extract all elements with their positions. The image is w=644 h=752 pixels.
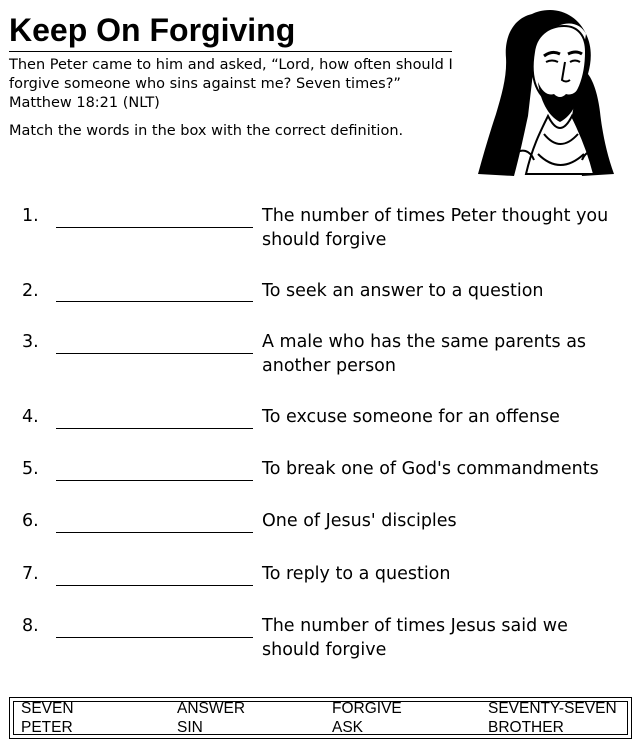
word-bank-item: SEVENTY-SEVEN <box>488 700 617 717</box>
definition-text: To reply to a question <box>262 564 451 584</box>
worksheet-title: Keep On Forgiving <box>9 12 296 48</box>
answer-blank-2[interactable] <box>56 301 253 302</box>
answer-blank-5[interactable] <box>56 480 253 481</box>
word-bank-item: SEVEN <box>21 700 74 717</box>
word-bank-box <box>9 697 632 739</box>
question-number: 6. <box>22 511 39 531</box>
answer-blank-7[interactable] <box>56 585 253 586</box>
word-bank-item: ASK <box>332 719 364 736</box>
word-bank-item: SIN <box>177 719 203 736</box>
word-bank-item: BROTHER <box>488 719 564 736</box>
answer-blank-3[interactable] <box>56 353 253 354</box>
answer-blank-6[interactable] <box>56 532 253 533</box>
definition-text: To break one of God's commandments <box>262 459 599 479</box>
question-number: 4. <box>22 407 39 427</box>
question-number: 7. <box>22 564 39 584</box>
question-number: 8. <box>22 616 39 636</box>
definition-text: The number of times Peter thought you should forgive <box>262 206 609 250</box>
definition-text: A male who has the same parents as another person <box>262 332 587 376</box>
question-number: 1. <box>22 206 39 226</box>
definition-text: To seek an answer to a question <box>262 281 544 301</box>
answer-blank-8[interactable] <box>56 637 253 638</box>
word-bank-item: PETER <box>21 719 73 736</box>
definition-text: To excuse someone for an offense <box>262 407 560 427</box>
question-number: 3. <box>22 332 39 352</box>
question-number: 5. <box>22 459 39 479</box>
question-number: 2. <box>22 281 39 301</box>
scripture-verse: Then Peter came to him and asked, “Lord, how often should I forgive someone who sins against me? Seven times?” Matthew 18:21 (NLT) <box>9 57 453 111</box>
answer-blank-1[interactable] <box>56 227 253 228</box>
word-bank-item: FORGIVE <box>332 700 402 717</box>
word-bank-item: ANSWER <box>177 700 246 717</box>
definition-text: The number of times Jesus said we should forgive <box>262 616 568 660</box>
answer-blank-4[interactable] <box>56 428 253 429</box>
definition-text: One of Jesus' disciples <box>262 511 457 531</box>
instructions-text: Match the words in the box with the correct definition. <box>9 123 404 139</box>
